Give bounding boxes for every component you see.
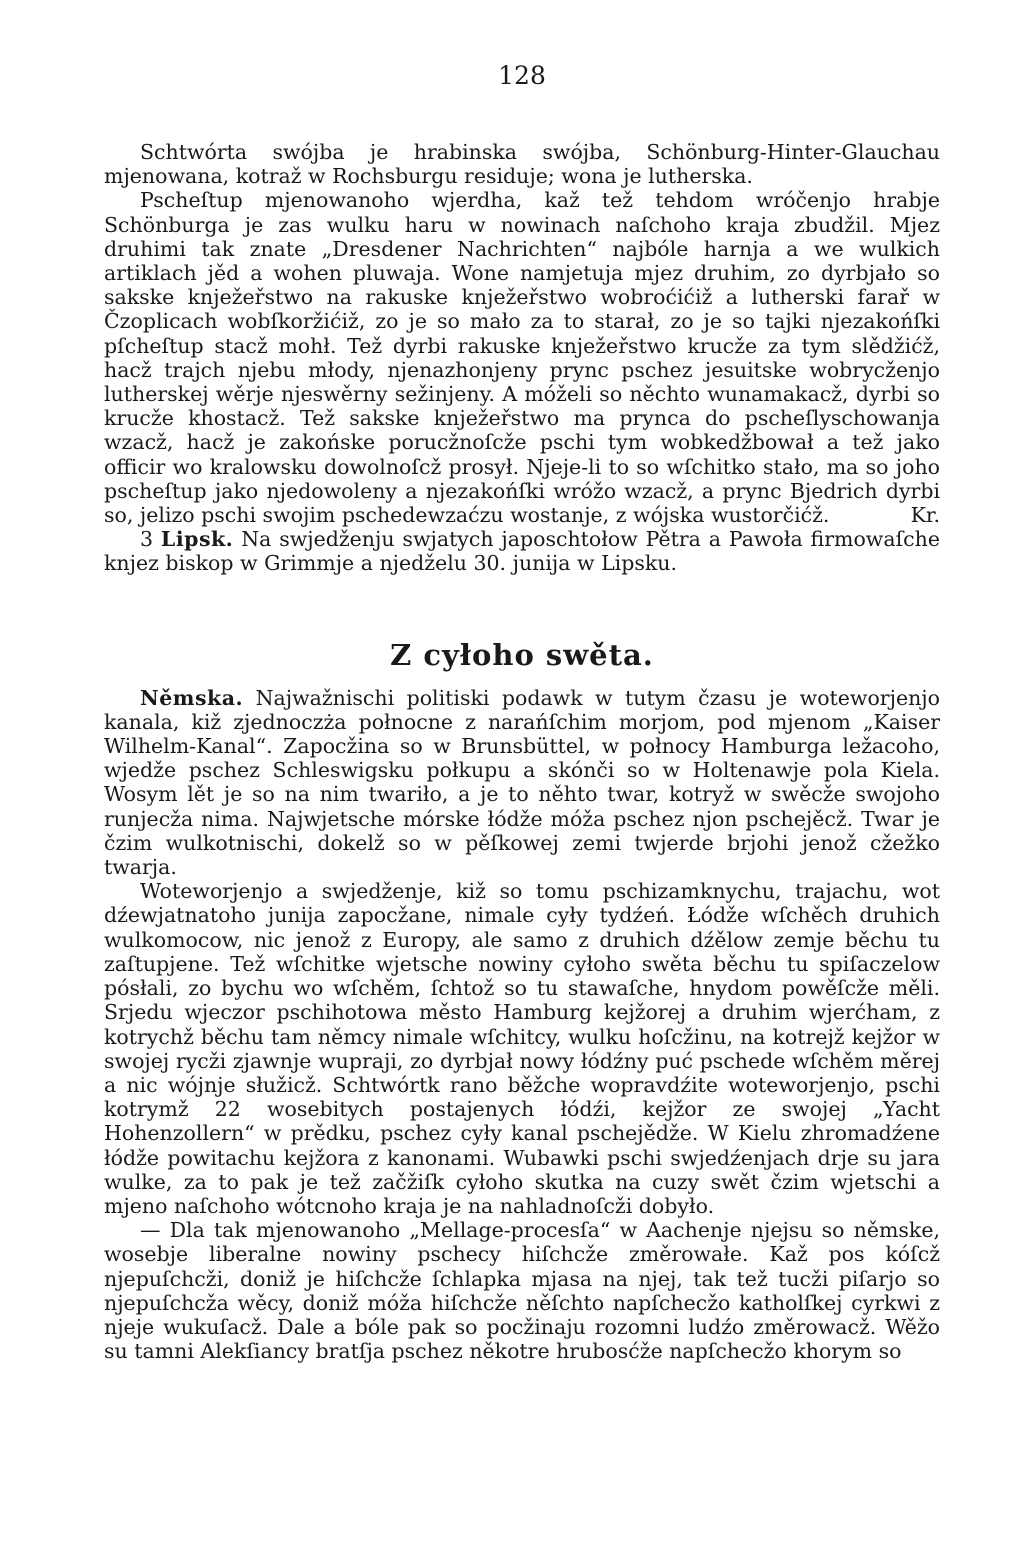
paragraph-intro-2-text: Pscheſtup mjenowanoho wjerdha, kaž tež tehdom wróčenjo hrabje Schönburga je zas wulku haru w nowinach naſchoho kraja zbudžil. Mjez druhimi tak znate „Dresdener Nachrichten“ najbóle harnja a we wulkich artiklach jěd a wohen pluwaja. Wone namjetuja mjez druhim, zo dyrbjało so sakske knježeřstwo na rakuske knježeřstwo wobroćićiž a lutherski farař w Čzoplicach wobſkoržićiž, zo je so mało za to starał, zo je so tajki njezakońſki pſcheſtup stacž mohł. Tež dyrbi rakuske knježeřstwo krucže za tym slědžićž, hacž trajch njebu młody, njenazhonjeny prync pschez jesuitske wobrycženjo lutherskej wěrje njeswěrny sežinjeny. A móželi so něchto wunamakacž, dyrbi so krucže khostacž. Tež sakske knježeřstwo ma prynca do pscheſlyschowanja wzacž, hacž je zakońske porucžnoſcže pschi tym wobkedžbował a tež jako officir wo kralowsku dowolnoſcž prosył. Njeje-li to so wſchitko stało, ma so joho pscheſtup jako njedowoleny a njezakońſki wróžo wzacž, a prync Bjedrich dyrbi so, jelizo pschi swojim pschedewzaćzu wostanje, z wójska wustorčićž. — [104, 188, 940, 528]
paragraph-lipsk — [104, 527, 940, 575]
page-number: 128 — [498, 61, 546, 90]
paragraph-lipsk-text: Na swjedženju swjatych japoschtołow Pětra a Pawoła firmowaſche knjez biskop w Grimmje a njedželu 30. junija w Lipsku. — [104, 527, 940, 576]
paragraph-nemska-1-text: Najwažnischi politiski podawk w tutym čzasu je woteworjenjo kanala, kiž zjednoczża połnocne z narańſchim morjom, pod mjenom „Kaiser Wilhelm-Kanal“. Zapocžina so w Brunsbüttel, w połnocy Hamburga ležacoho, wjedže pschez Schleswigsku połkupu a skónči so w Holtenawje pola Kiela. Wosym lět je so na nim twariło, a je to něhto twar, kotryž w swěcže swojoho runjecža nima. Najwjetsche mórske łódže móža pschez njon pschejěcž. Twar je čzim wulkotnischi, dokelž so w pěſkowej zemi twjerde brjohi jenož cžežko twarja. — [104, 685, 940, 880]
lead-word-lipsk: Lipsk. — [160, 527, 234, 552]
paragraph-nemska-2: Woteworjenjo a swjedženje, kiž so tomu pschizamknychu, trajachu, wot dźewjatnatoho junija zapocžane, nimale cyły tydźeń. Łódže wſchěch druhich wulkomocow, nic jenož z Europy, ale samo z druhich dźělow zemje běchu tu zaſtupjene. Tež wſchitke wjetsche nowiny cyłoho swěta běchu tu spiſaczelow pósłali, zo bychu wo wſchěm, ſchtož so tu stawaſche, hnydom powěſcže měli. Srjedu wjeczor pschihotowa město Hamburg kejžorej a druhim wjerćham, z kotrychž běchu tam němcy nimale wſchitcy, wulku hoſcžinu, na kotrejž kejžor w swojej rycži zjawnje wupraji, zo dyrbjał nowy łódźny puć pschede wſchěm měrej a nic wójnje słužicž. Schtwórtk rano běžche wopravdźite woteworjenjo, pschi kotrymž 22 wosebitych postajenych łódźi, kejžor ze swojej „Yacht Hohenzollern“ w prědku, pschez cyły kanal pschejědže. W Kielu zhromadźene łódže powitachu kejžora z kanonami. Wubawki pschi swjedźenjach drje su jara wulke, za to pak je tež začžiſk cyłoho skutka na cuzy swět čzim wjetschi a mjeno naſchoho wótcnoho kraja je na nahladnoſcži dobyło. — [104, 879, 940, 1218]
paragraph-intro-2 — [104, 188, 940, 527]
author-signature: Kr. — [910, 503, 940, 528]
item-number: 3 — [140, 527, 154, 552]
section-heading: Z cyłoho swěta. — [390, 637, 654, 672]
lead-word-nemska: Němska. — [140, 685, 244, 710]
document-page — [104, 58, 940, 1363]
paragraph-nemska-1 — [104, 686, 940, 880]
paragraph-intro-1: Schtwórta swójba je hrabinska swójba, Schönburg-Hinter-Glauchau mjenowana, kotraž w Rochsburgu residuje; wona je lutherska. — [104, 140, 940, 189]
paragraph-nemska-3: — Dla tak mjenowanoho „Mellage-procesſa“ w Aachenje njejsu so němske, wosebje liberalne nowiny pschecy hiſchcže změrowałe. Kaž pos kóſcž njepuſchcži, doniž je hiſchcže ſchlapka mjasa na njej, tak tež tucži piſarjo so njepuſchcža wěcy, doniž móža hiſchcže něſchto napſchecžo katholſkej cyrkwi z njeje wukuſacž. Dale a bóle pak so pocžinaju rozomni ludźo změrowacž. Wěžo su tamni Alekſiancy bratſja pschez někotre hrubosćže napſchecžo khorym so — [104, 1218, 940, 1364]
